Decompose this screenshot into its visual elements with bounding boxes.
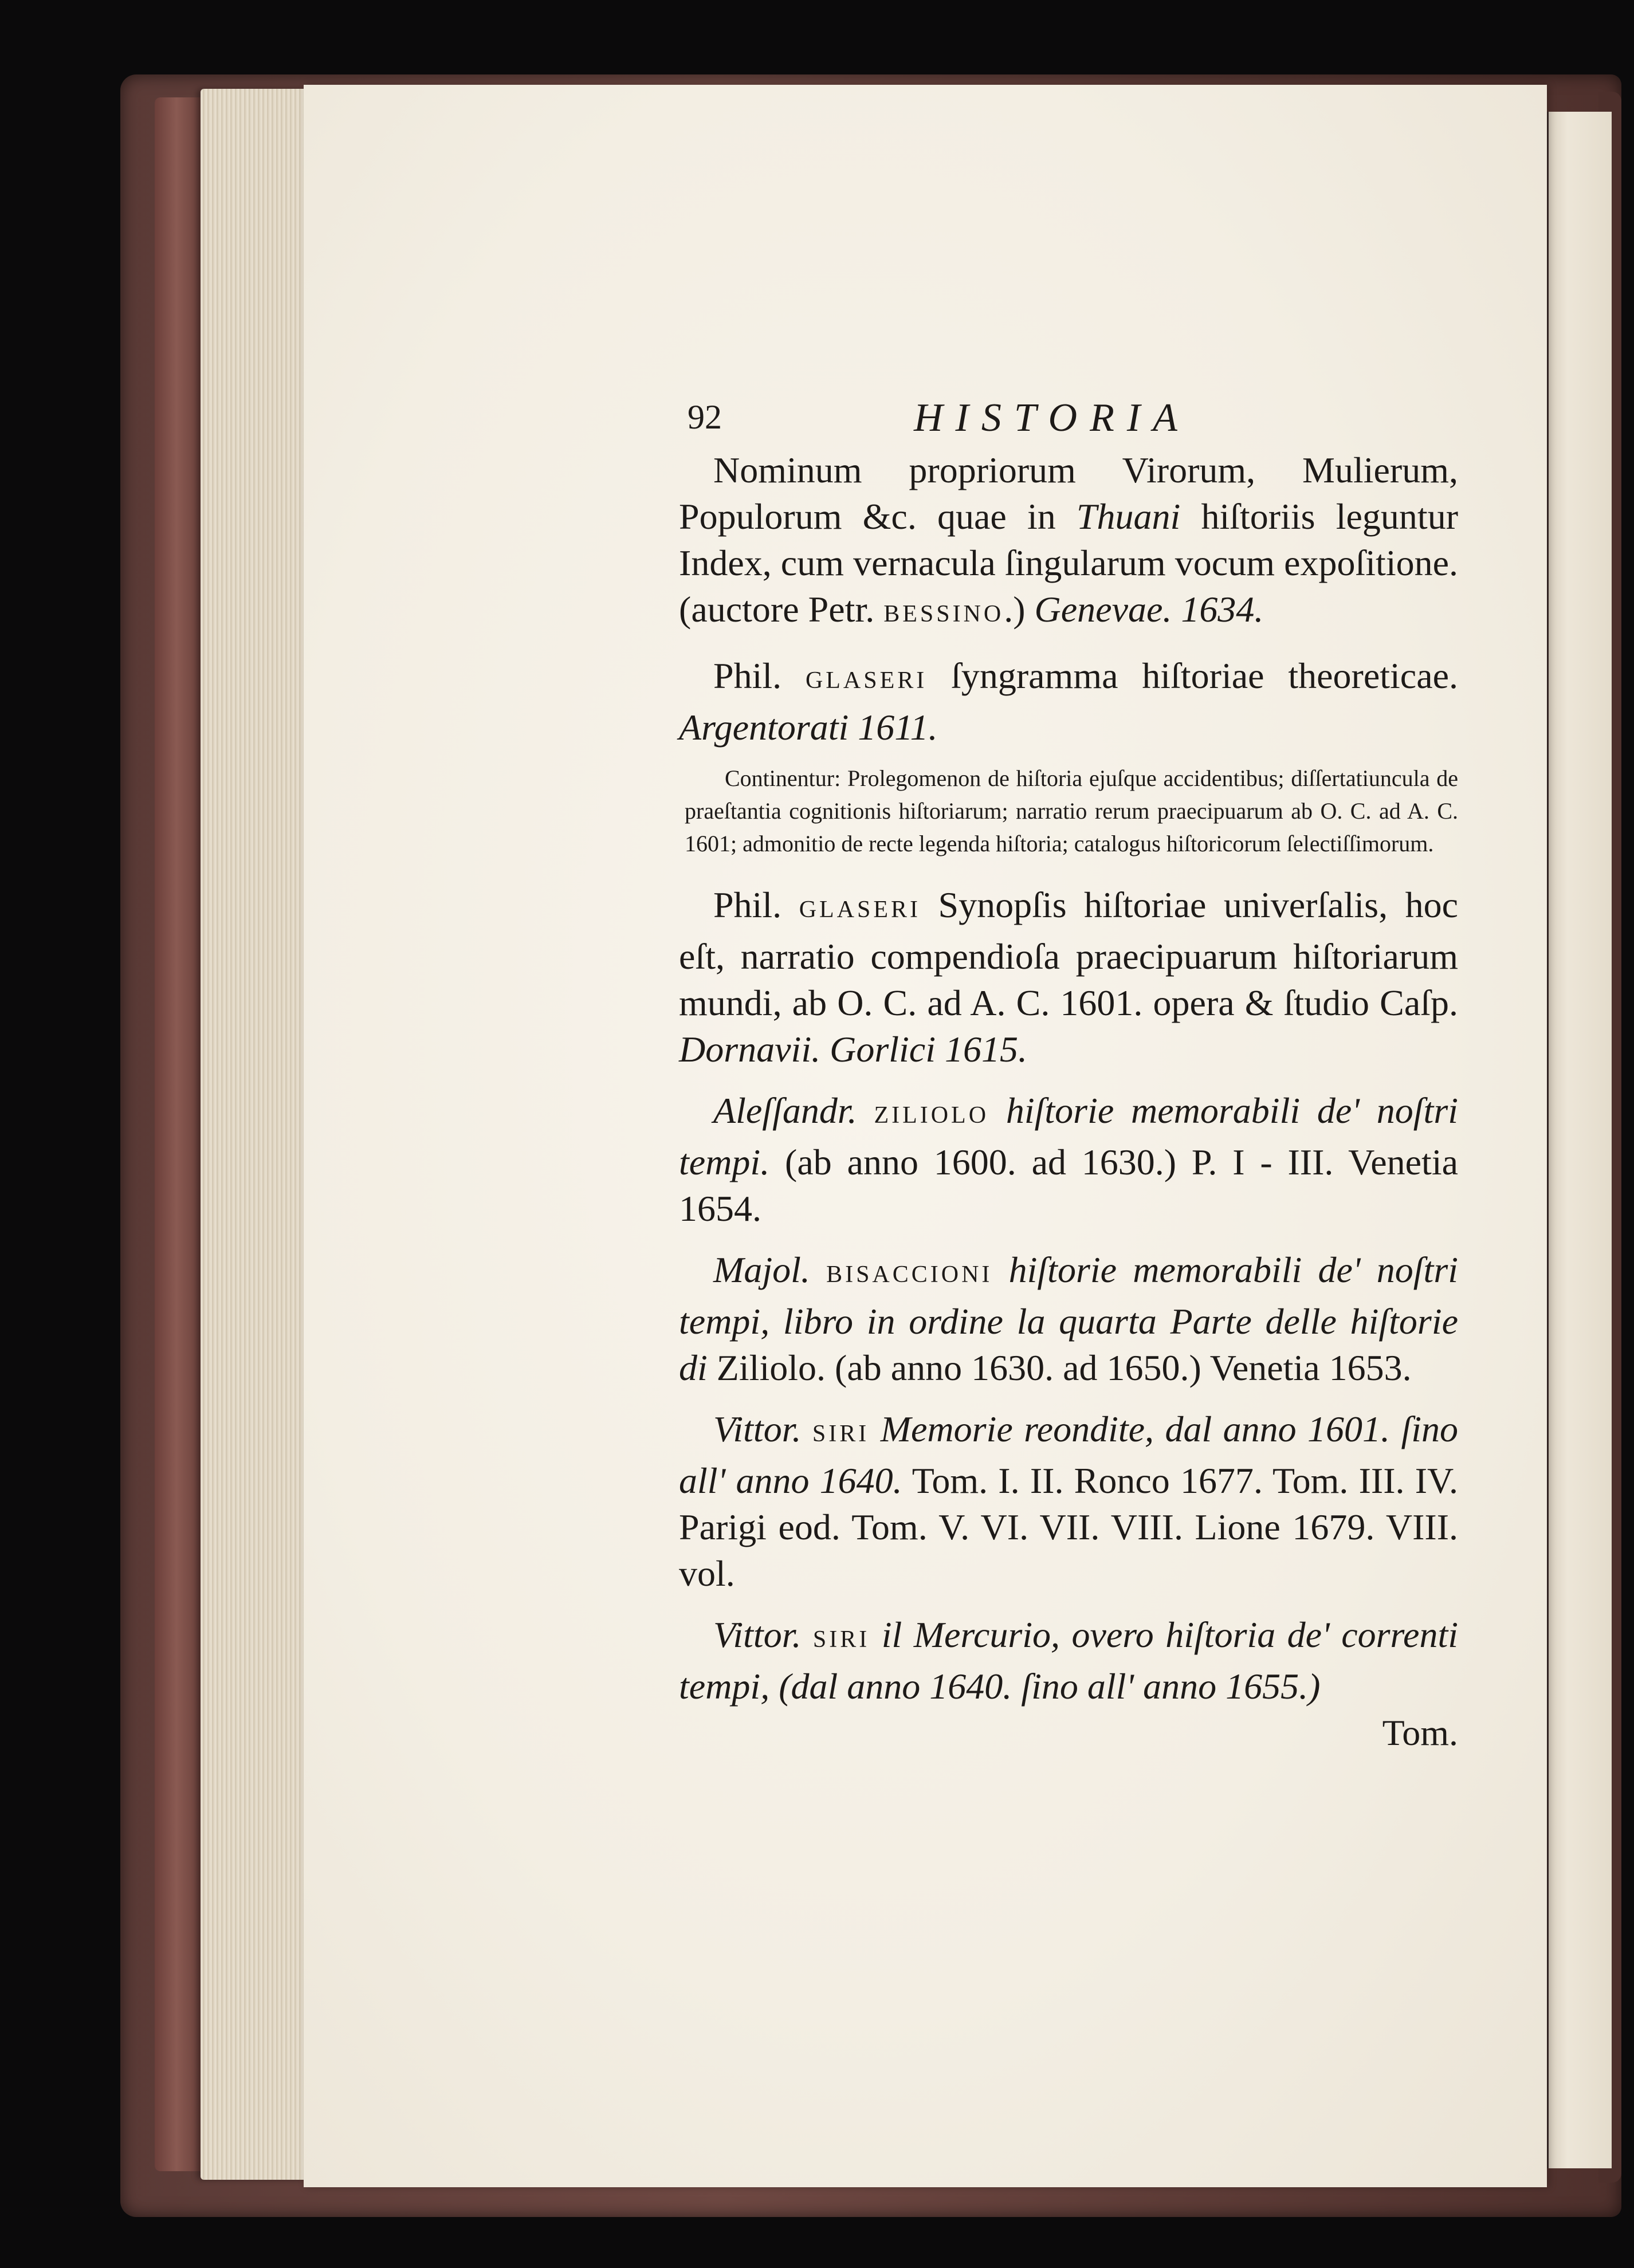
entry-text <box>869 1409 880 1449</box>
entry-text: Nominum propriorum Virorum, Mulierum, Populorum &c. quae in <box>679 450 1458 537</box>
entry-bessino <box>679 447 1458 638</box>
entry-title: hiſtorie memorabili de' noſtri tempi. <box>679 1090 1459 1182</box>
entry-text: ſyngramma hiſtoriae theoreticae. <box>927 655 1459 696</box>
entry-text: .) <box>1004 589 1035 630</box>
entry-text <box>870 1614 881 1655</box>
entry-text <box>802 1614 813 1655</box>
entry-imprint: Genevae. 1634. <box>1034 589 1264 630</box>
entry-imprint: Dornavii. Gorlici 1615. <box>679 1029 1027 1070</box>
author-forename: Vittor. <box>713 1614 802 1655</box>
entry-glaseri-synopsis <box>679 882 1458 1072</box>
entry-siri-memorie <box>679 1406 1458 1597</box>
entry-italic: Thuani <box>1076 496 1181 537</box>
author-name: BESSINO <box>883 601 1004 627</box>
author-name: GLASERI <box>799 897 921 923</box>
entry-text: Phil. <box>713 655 806 696</box>
entry-text: (ab anno 1600. ad 1630.) P. I - III. Venetia 1654. <box>679 1142 1458 1229</box>
entry-text <box>857 1090 874 1131</box>
author-name: GLASERI <box>805 667 928 694</box>
entry-text: Tom. I. II. Ronco 1677. Tom. III. IV. Parigi eod. Tom. V. VI. VII. VIII. Lione 1679. VIII. vol. <box>679 1460 1459 1594</box>
entry-title: il Mercurio, overo hiſtoria de' correnti tempi, (dal anno 1640. ſino all' anno 1655.) <box>679 1614 1458 1707</box>
entry-siri-mercurio <box>679 1611 1458 1709</box>
page-edges-stack <box>201 89 307 2180</box>
author-name: ZILIOLO <box>874 1102 989 1129</box>
author-forename: Majol. <box>713 1249 810 1290</box>
next-page-edge <box>1547 112 1612 2168</box>
entry-title: Memorie reondite, dal anno 1601. ſino all' anno 1640. <box>679 1409 1459 1501</box>
author-name: BISACCIONI <box>826 1261 993 1288</box>
entry-imprint: Argentorati 1611. <box>679 707 938 748</box>
running-title: HISTORIA <box>914 396 1190 440</box>
author-forename: Aleſſandr. <box>713 1090 857 1131</box>
entry-text: Synopſis hiſtoriae univerſalis, hoc eſt, narratio compendioſa praecipuarum hiſtoriarum mundi, ab O. C. ad A. C. 1601. opera & ſtudio Caſp. <box>679 885 1459 1023</box>
author-forename: Vittor. <box>713 1409 802 1449</box>
entry-title: hiſtorie memorabili de' noſtri tempi, libro in ordine la quarta Parte delle hiſtorie di <box>679 1249 1459 1388</box>
entry-text: Phil. <box>713 885 799 925</box>
contents-note: Continentur: Prolegomenon de hiſtoria ejuſque accidentibus; diſſertatiuncula de praeſtantia cognitionis hiſtoriarum; narratio rerum praecipuarum ab O. C. ad A. C. 1601; admonitio de recte legenda hiſtoria; catalogus hiſtoricorum ſelectiſſimorum. <box>685 765 1458 856</box>
page-number: 92 <box>688 398 722 436</box>
author-name: SIRI <box>812 1626 870 1653</box>
entry-ziliolo <box>679 1087 1458 1232</box>
entry-text <box>810 1249 826 1290</box>
page-header <box>679 395 1458 447</box>
entry-text <box>989 1090 1006 1131</box>
text-block <box>679 395 1458 1756</box>
entry-text: hiſtoriis leguntur Index, cum vernacula ſingularum vocum expoſitione. (auctore Petr. <box>679 496 1459 630</box>
entry-bisaccioni <box>679 1247 1458 1391</box>
entry-text <box>802 1409 812 1449</box>
entry-text: Ziliolo. (ab anno 1630. ad 1650.) Venetia 1653. <box>707 1347 1412 1388</box>
author-name: SIRI <box>812 1421 870 1447</box>
entry-text <box>992 1249 1008 1290</box>
catchword: Tom. <box>1382 1712 1458 1753</box>
entry-glaseri-syngramma <box>679 653 1458 750</box>
